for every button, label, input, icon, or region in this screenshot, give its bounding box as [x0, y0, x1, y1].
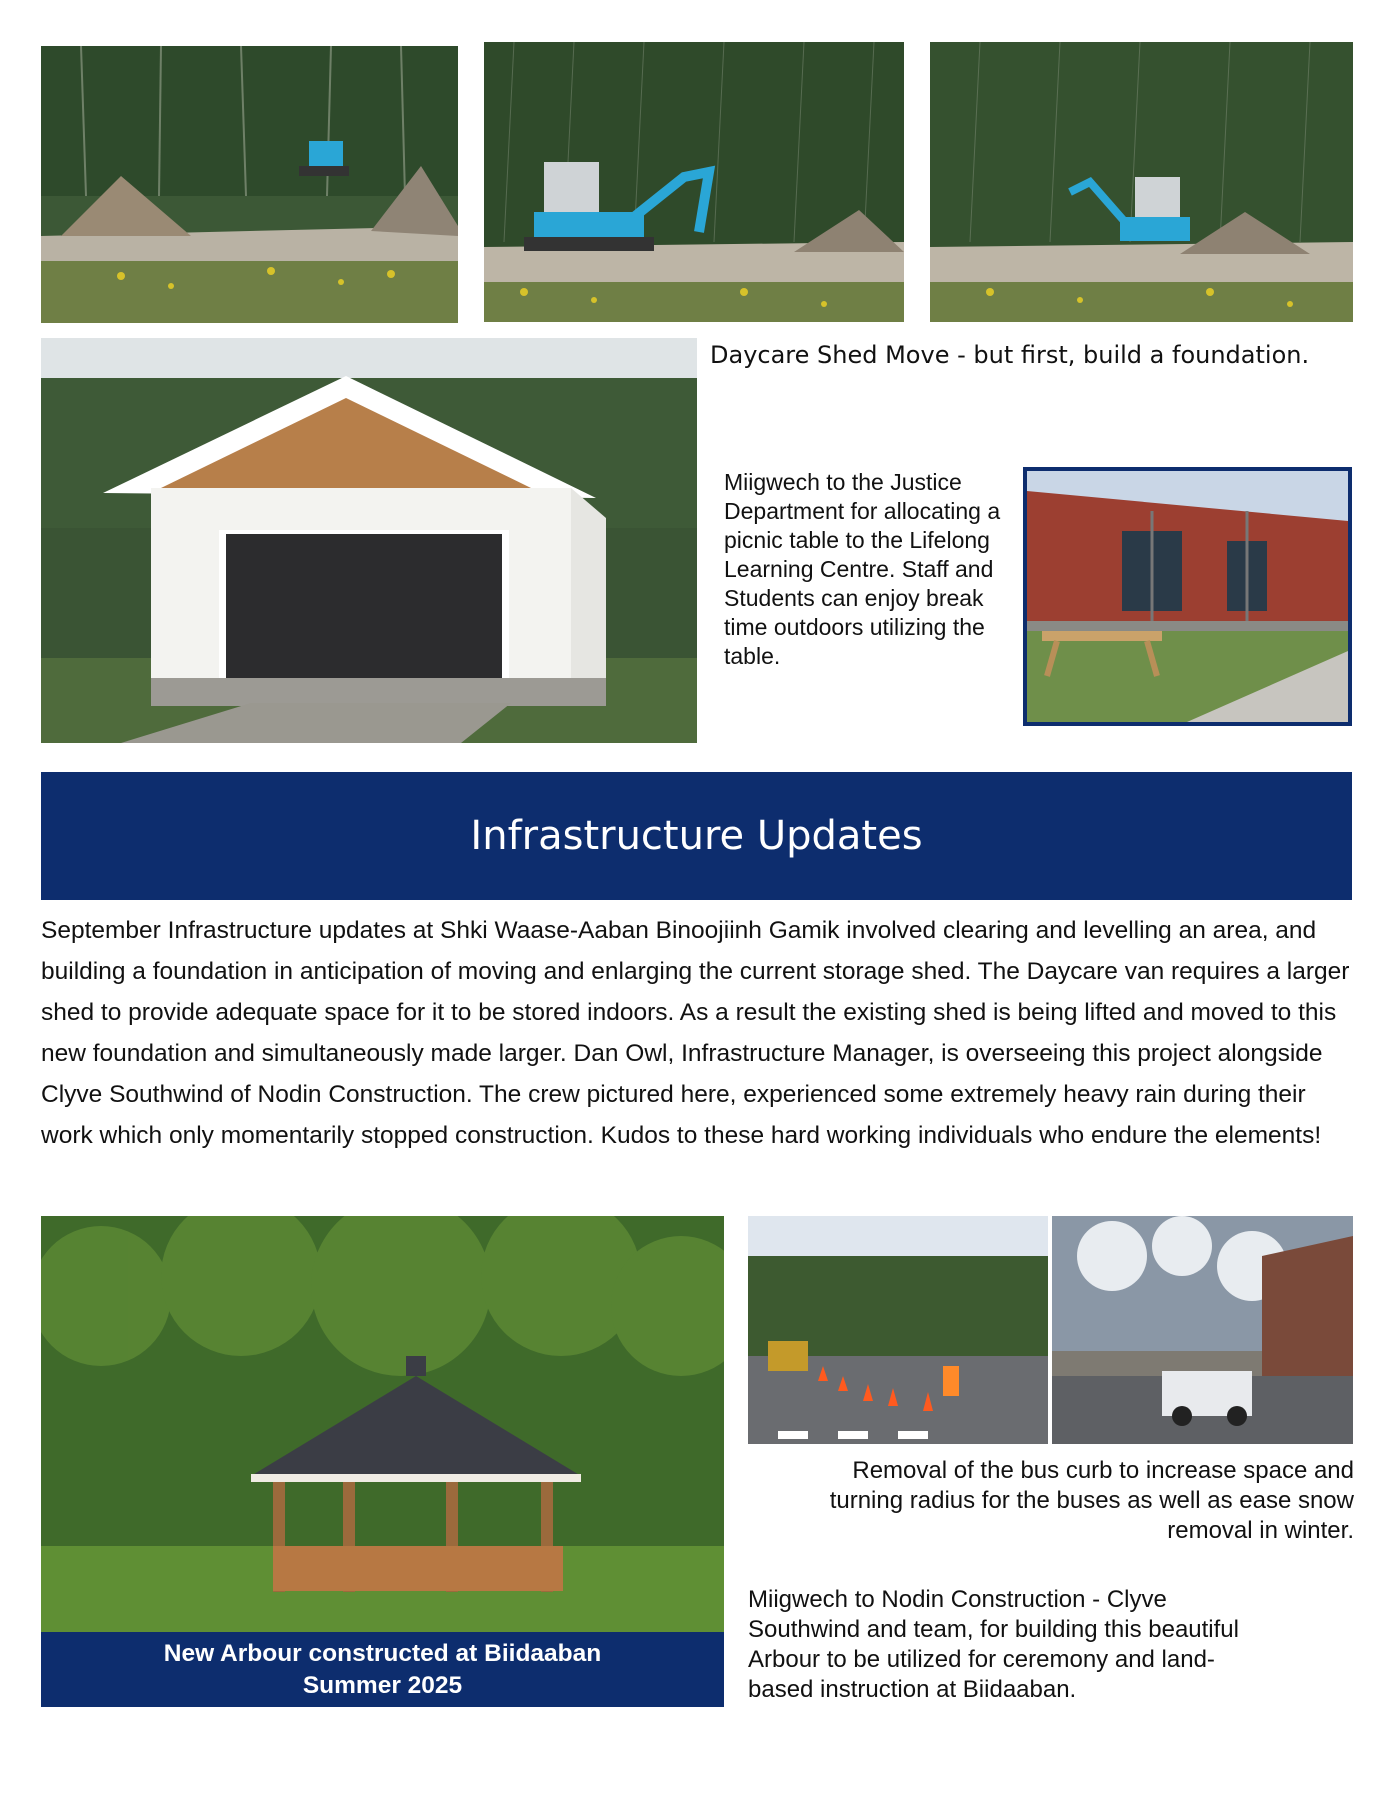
arbour-thanks-caption: Miigwech to Nodin Construction - Clyve Southwind and team, for building this beautiful Arbour to be utilized for ceremony and land-based instruction at Biidaaban. [748, 1586, 1239, 1703]
section-title: Infrastructure Updates [470, 813, 923, 859]
section-banner [41, 772, 1352, 900]
photo-excavator-1 [484, 42, 904, 322]
arbour-caption-line2: Summer 2025 [302, 1671, 463, 1699]
shed-move-caption: Daycare Shed Move - but first, build a foundation. [710, 341, 1310, 369]
arbour-caption-box [41, 1632, 724, 1707]
picnic-table-caption: Miigwech to the Justice Department for allocating a picnic table to the Lifelong Learning Centre. Staff and Students can enjoy break time outdoors utilizing the table. [724, 469, 1001, 669]
photo-storage-shed [41, 338, 697, 743]
photo-excavator-2 [930, 42, 1353, 322]
photo-site-clearing [41, 46, 458, 323]
arbour-caption-line1: New Arbour constructed at Biidaaban [163, 1639, 602, 1667]
section-body: September Infrastructure updates at Shki Waase-Aaban Binoojiinh Gamik involved clearing and levelling an area, and building a foundation in anticipation of moving and enlarging the current storage shed. The Daycare van requires a larger shed to provide adequate space for it to be stored indoors. As a result the existing shed is being lifted and moved to this new foundation and simultaneously made larger. Dan Owl, Infrastructure Manager, is overseeing this project alongside Clyve Southwind of Nodin Construction. The crew pictured here, experienced some extremely heavy rain during their work which only momentarily stopped construction. Kudos to these hard working individuals who endure the elements! [41, 917, 1350, 1149]
photo-bus-curb-removal [748, 1216, 1048, 1444]
photo-bus-lane-truck [1052, 1216, 1353, 1444]
photo-new-arbour [41, 1216, 724, 1633]
photo-picnic-table [1023, 467, 1352, 726]
bus-curb-caption: Removal of the bus curb to increase space and turning radius for the buses as well as ease snow removal in winter. [829, 1457, 1354, 1544]
